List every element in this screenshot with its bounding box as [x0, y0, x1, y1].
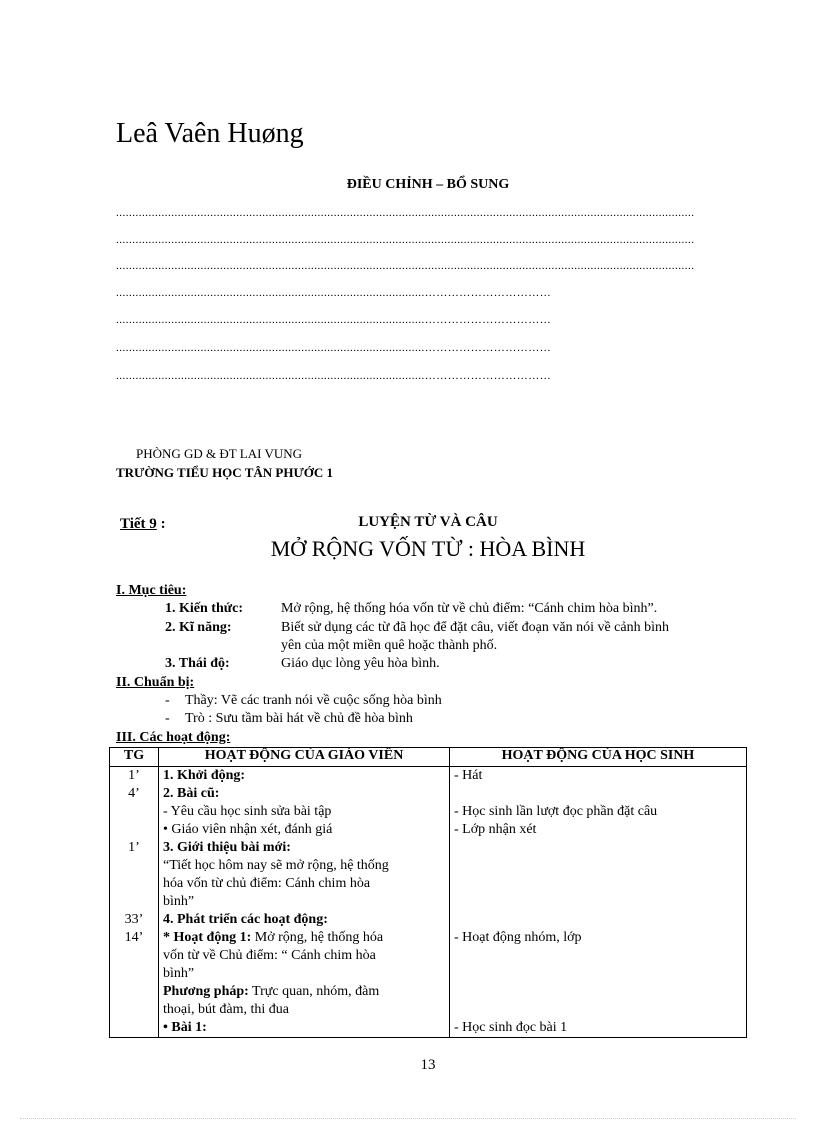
- teacher-activity-cell: [159, 767, 450, 1038]
- teacher-line: 2. Bài cũ:: [163, 786, 220, 801]
- author-name: Leâ Vaên Huøng: [116, 118, 304, 149]
- dotted-line: ..................................................................................................................................................................................: [116, 207, 695, 219]
- lesson-title: MỞ RỘNG VỐN TỪ : HÒA BÌNH: [270, 536, 586, 561]
- activities-table: [109, 747, 747, 1038]
- student-line: [454, 911, 742, 929]
- student-line: [454, 893, 742, 911]
- school-name: TRƯỜNG TIỂU HỌC TÂN PHƯỚC 1: [116, 465, 334, 480]
- footer-rule: [20, 1118, 796, 1119]
- period-suffix: :: [156, 516, 166, 532]
- student-line: - Hát: [454, 768, 483, 783]
- teacher-line: 3. Giới thiệu bài mới:: [163, 840, 291, 855]
- objective-label: 3. Thái độ:: [165, 656, 230, 671]
- teacher-line: “Tiết học hôm nay sẽ mở rộng, hệ thống: [163, 858, 389, 873]
- student-line: - Lớp nhận xét: [454, 822, 537, 837]
- teacher-line: * Hoạt động 1: Mở rộng, hệ thống hóa: [163, 930, 384, 945]
- student-line: [454, 983, 742, 1001]
- preparation-heading: II. Chuẩn bị:: [116, 675, 195, 690]
- objective-text: Mở rộng, hệ thống hóa vốn từ về chủ điểm: “Cánh chim hòa bình”.: [281, 601, 658, 616]
- preparation-dash: -: [165, 693, 170, 708]
- teacher-line: 1. Khởi động:: [163, 768, 246, 783]
- student-line: - Học sinh lần lượt đọc phần đặt câu: [454, 804, 658, 819]
- student-line: - Học sinh đọc bài 1: [454, 1020, 568, 1035]
- objective-label: 1. Kiến thức:: [165, 601, 244, 616]
- dotted-line: ...............................................................................................……………………………: [116, 342, 552, 354]
- dotted-line: ..................................................................................................................................................................................: [116, 260, 695, 272]
- time-cell: 1’ 4’ 1’ 33’ 14’: [110, 767, 159, 1038]
- student-line: [454, 857, 742, 875]
- teacher-line: thoại, bút đàm, thi đua: [163, 1002, 289, 1017]
- dotted-line: ...............................................................................................……………………………: [116, 314, 552, 326]
- teacher-line: hóa vốn từ chủ điểm: Cánh chim hòa: [163, 876, 371, 891]
- activities-heading: III. Các hoạt động:: [116, 730, 231, 745]
- column-header-teacher: HOẠT ĐỘNG CỦA GIÁO VIÊN: [159, 748, 450, 767]
- student-line: [454, 965, 742, 983]
- column-header-time: TG: [110, 748, 159, 767]
- objectives-heading: I. Mục tiêu:: [116, 583, 187, 598]
- student-line: [454, 839, 742, 857]
- preparation-dash: -: [165, 711, 170, 726]
- adjustment-title: ĐIỀU CHỈNH – BỔ SUNG: [346, 177, 510, 192]
- student-line: [454, 785, 742, 803]
- teacher-line: • Bài 1:: [163, 1020, 207, 1035]
- dotted-line: ...............................................................................................……………………………: [116, 370, 552, 382]
- teacher-line: • Giáo viên nhận xét, đánh giá: [163, 822, 333, 837]
- student-line: - Hoạt động nhóm, lớp: [454, 930, 582, 945]
- objective-label: 2. Kĩ năng:: [165, 620, 232, 635]
- department-name: PHÒNG GD & ĐT LAI VUNG: [136, 446, 302, 461]
- student-line: [454, 1001, 742, 1019]
- student-line: [454, 875, 742, 893]
- objective-text: Biết sử dụng các từ đã học để đặt câu, viết đoạn văn nói về cảnh bình: [281, 620, 670, 635]
- preparation-item: Trò : Sưu tầm bài hát về chủ đề hòa bình: [185, 711, 413, 726]
- teacher-line: bình”: [163, 894, 195, 909]
- dotted-line: ..................................................................................................................................................................................: [116, 234, 695, 246]
- teacher-line: 4. Phát triển các hoạt động:: [163, 912, 328, 927]
- column-header-student: HOẠT ĐỘNG CỦA HỌC SINH: [450, 748, 747, 767]
- table-row: [110, 767, 747, 1038]
- objective-text: Giáo dục lòng yêu hòa bình.: [281, 656, 440, 671]
- subject-title: LUYỆN TỪ VÀ CÂU: [358, 514, 498, 530]
- teacher-line: bình”: [163, 966, 195, 981]
- teacher-line: vốn từ về Chủ điểm: “ Cánh chim hòa: [163, 948, 376, 963]
- dotted-line: ...............................................................................................……………………………: [116, 287, 552, 299]
- preparation-item: Thầy: Vẽ các tranh nói về cuộc sống hòa bình: [185, 693, 442, 708]
- teacher-line: - Yêu cầu học sinh sửa bài tập: [163, 804, 332, 819]
- objective-text-cont: yên của một miền quê hoặc thành phố.: [281, 638, 498, 653]
- period-number: Tiết 9: [120, 516, 157, 532]
- page-number: 13: [420, 1057, 436, 1073]
- teacher-line: Phương pháp: Trực quan, nhóm, đàm: [163, 984, 380, 999]
- student-activity-cell: [450, 767, 747, 1038]
- student-line: [454, 947, 742, 965]
